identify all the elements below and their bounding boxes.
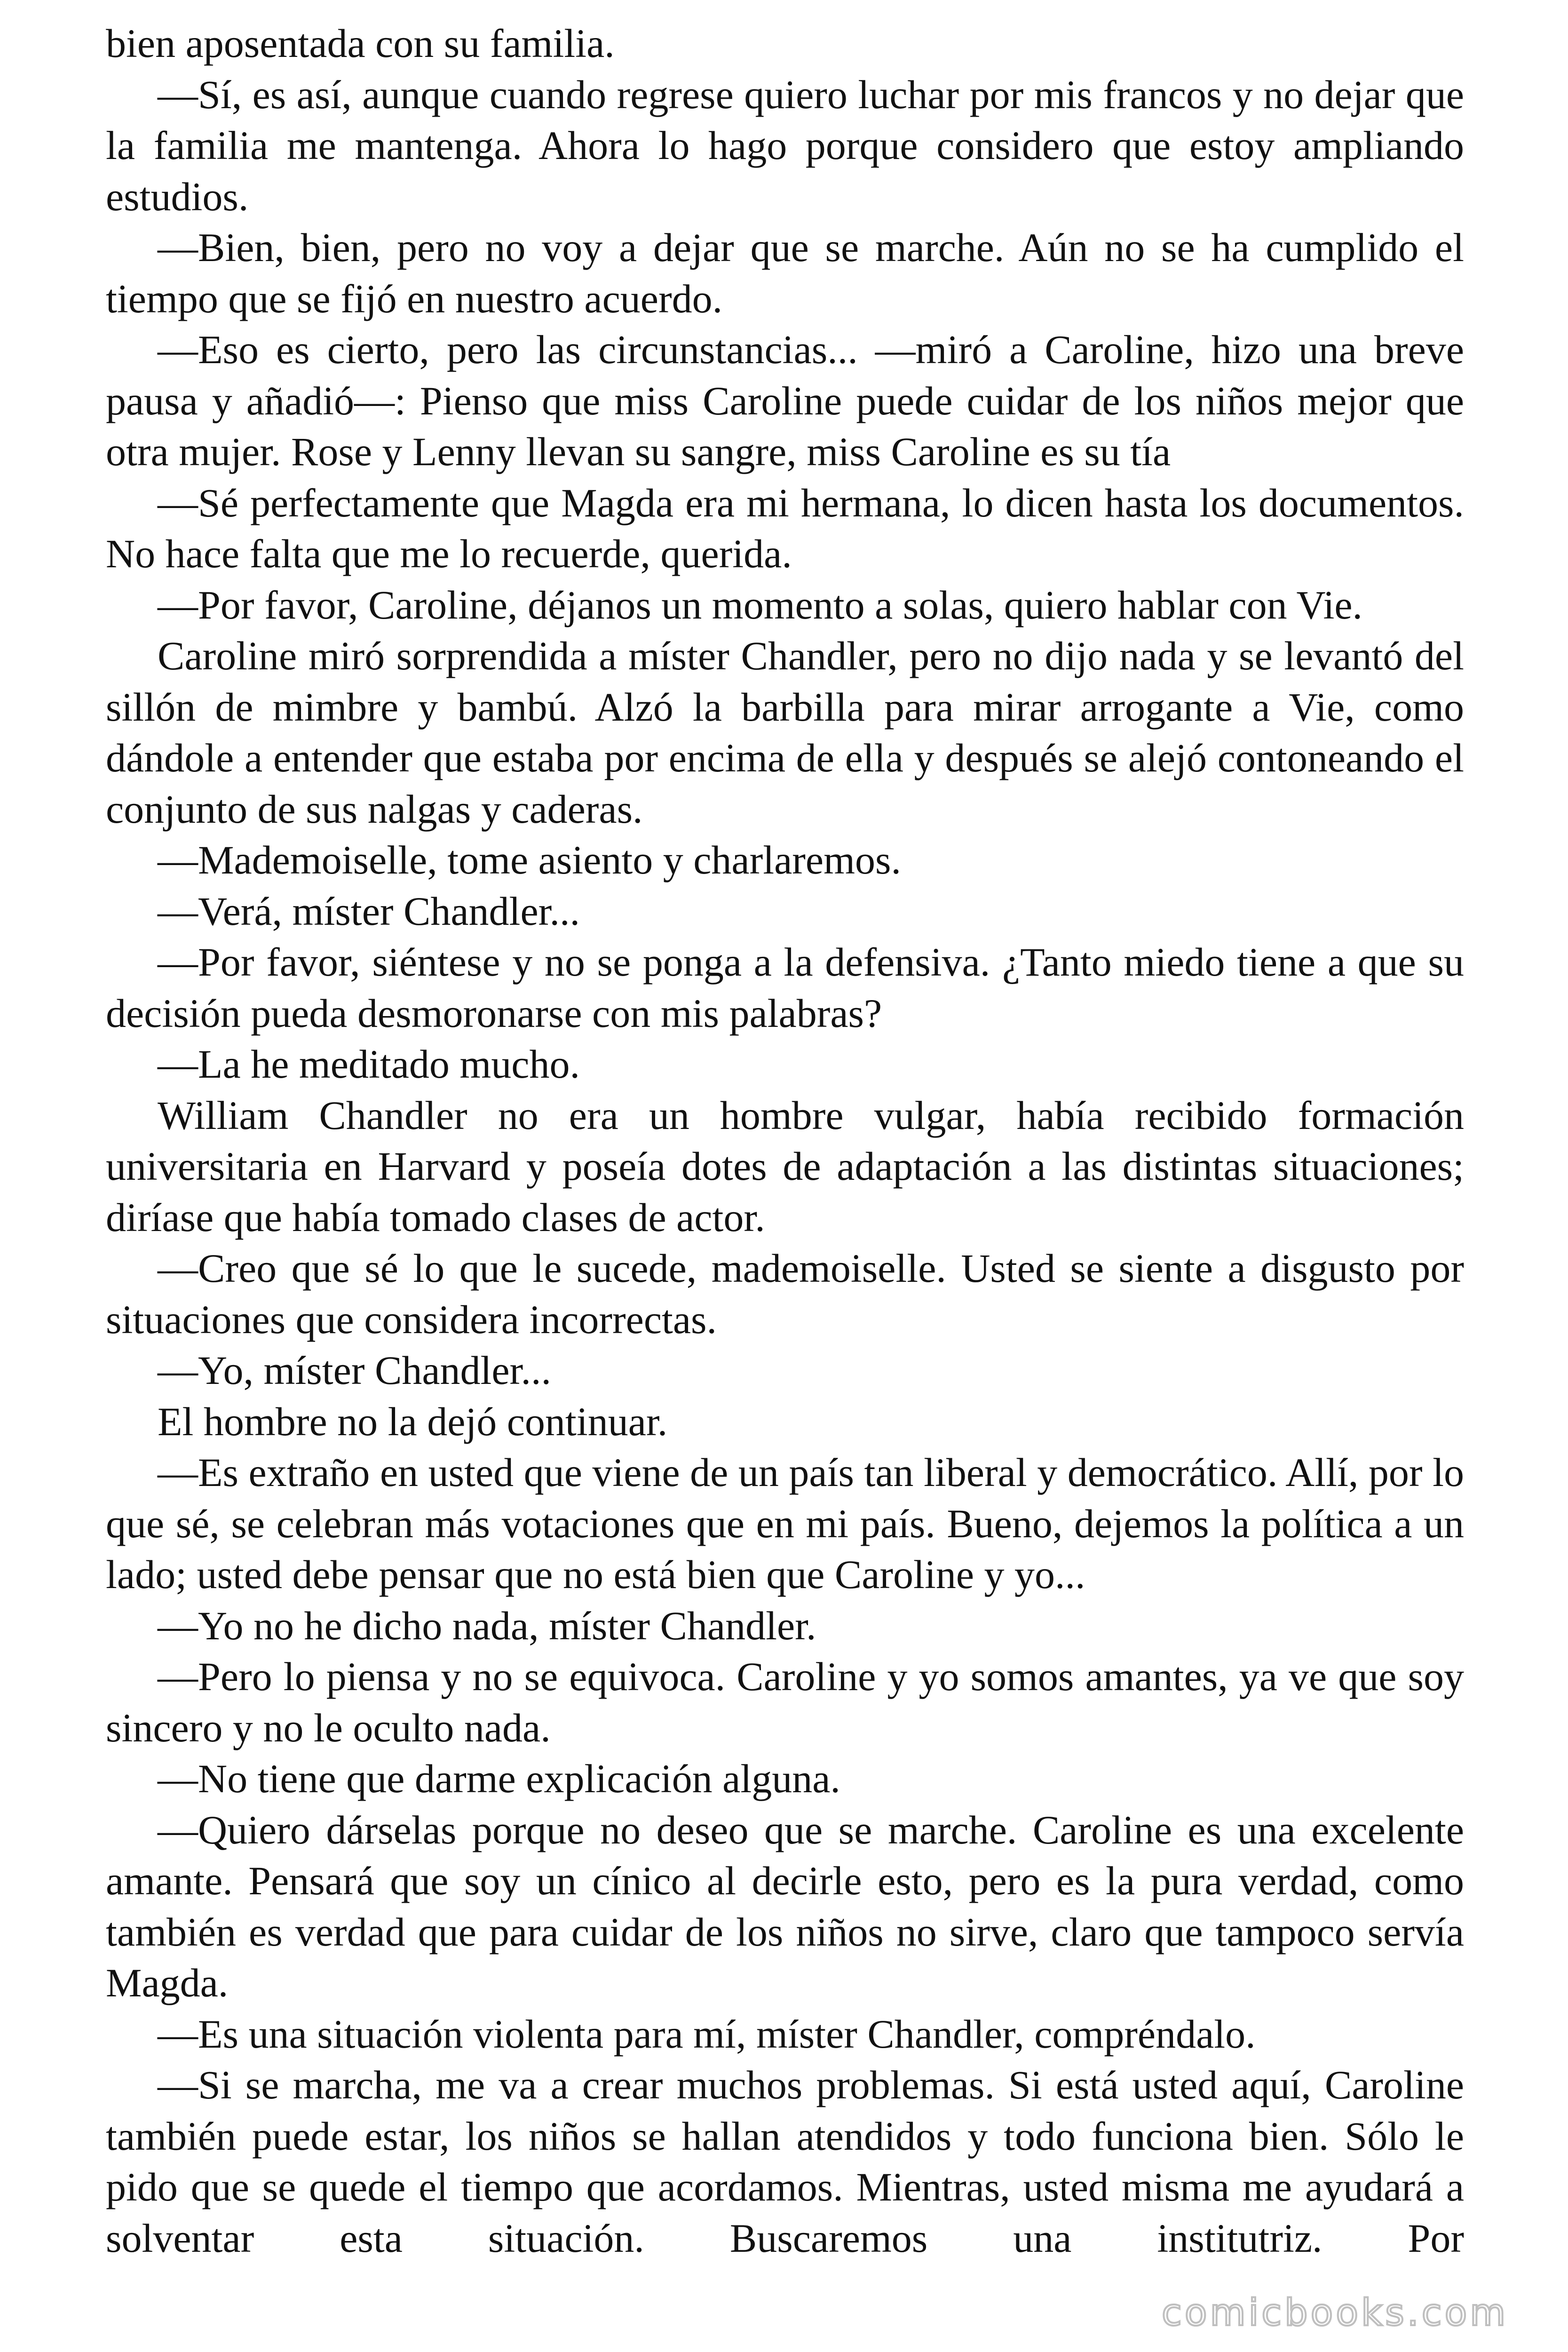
paragraph: —Eso es cierto, pero las circunstancias... —miró a Caroline, hizo una breve pausa y añadió—: Pienso que miss Caroline puede cuidar de los niños mejor que otra mujer. Rose y Lenny llevan su sangre, miss Caroline es su tía [106,327,1464,474]
paragraph: —Yo no he dicho nada, míster Chandler. [158,1603,816,1648]
paragraph: Caroline miró sorprendida a míster Chandler, pero no dijo nada y se levantó del sillón de mimbre y bambú. Alzó la barbilla para mirar arrogante a Vie, como dándole a entender que estaba por encima de ella y después se alejó contoneando el conjunto de sus nalgas y caderas. [106,633,1464,832]
paragraph-continuation: bien aposentada con su familia. [106,21,615,66]
paragraph: —Yo, míster Chandler... [158,1348,551,1393]
paragraph: —Mademoiselle, tome asiento y charlaremos. [158,837,901,882]
paragraph: —Quiero dárselas porque no deseo que se marche. Caroline es una excelente amante. Pensará que soy un cínico al decirle esto, pero es la pura verdad, como también es verdad que para cuidar de los niños no sirve, claro que tampoco servía Magda. [106,1807,1464,2005]
paragraph-continues-next-page: —Si se marcha, me va a crear muchos problemas. Si está usted aquí, Caroline también puede estar, los niños se hallan atendidos y todo funciona bien. Sólo le pido que se quede el tiempo que acordamos. Mientras, usted misma me ayudará a solventar esta situación. Buscaremos una institutriz. Por [106,2062,1464,2261]
book-page-text [106,18,1464,2264]
paragraph: —Por favor, Caroline, déjanos un momento a solas, quiero hablar con Vie. [158,582,1363,628]
paragraph: —Sé perfectamente que Magda era mi hermana, lo dicen hasta los documentos. No hace falta que me lo recuerde, querida. [106,480,1464,576]
paragraph: —Pero lo piensa y no se equivoca. Caroline y yo somos amantes, ya ve que soy sincero y no le oculto nada. [106,1654,1464,1750]
paragraph: —Por favor, siéntese y no se ponga a la defensiva. ¿Tanto miedo tiene a que su decisión pueda desmoronarse con mis palabras? [106,939,1464,1036]
paragraph: —Verá, míster Chandler... [158,888,580,934]
watermark-logo: comicbooks.com [1162,2292,1509,2334]
paragraph: —No tiene que darme explicación alguna. [158,1756,840,1801]
paragraph: —La he meditado mucho. [158,1041,580,1087]
paragraph: —Es extraño en usted que viene de un país tan liberal y democrático. Allí, por lo que sé, se celebran más votaciones que en mi país. Bueno, dejemos la política a un lado; usted debe pensar que no está bien que Caroline y yo... [106,1450,1464,1597]
paragraph: William Chandler no era un hombre vulgar, había recibido formación universitaria en Harvard y poseía dotes de adaptación a las distintas situaciones; diríase que había tomado clases de actor. [106,1092,1464,1240]
paragraph: —Creo que sé lo que le sucede, mademoiselle. Usted se siente a disgusto por situaciones que considera incorrectas. [106,1246,1464,1342]
paragraph: —Es una situación violenta para mí, míster Chandler, compréndalo. [158,2011,1256,2057]
paragraph: —Bien, bien, pero no voy a dejar que se marche. Aún no se ha cumplido el tiempo que se fijó en nuestro acuerdo. [106,225,1464,321]
paragraph: El hombre no la dejó continuar. [158,1398,668,1444]
paragraph: —Sí, es así, aunque cuando regrese quiero luchar por mis francos y no dejar que la familia me mantenga. Ahora lo hago porque considero que estoy ampliando estudios. [106,72,1464,219]
